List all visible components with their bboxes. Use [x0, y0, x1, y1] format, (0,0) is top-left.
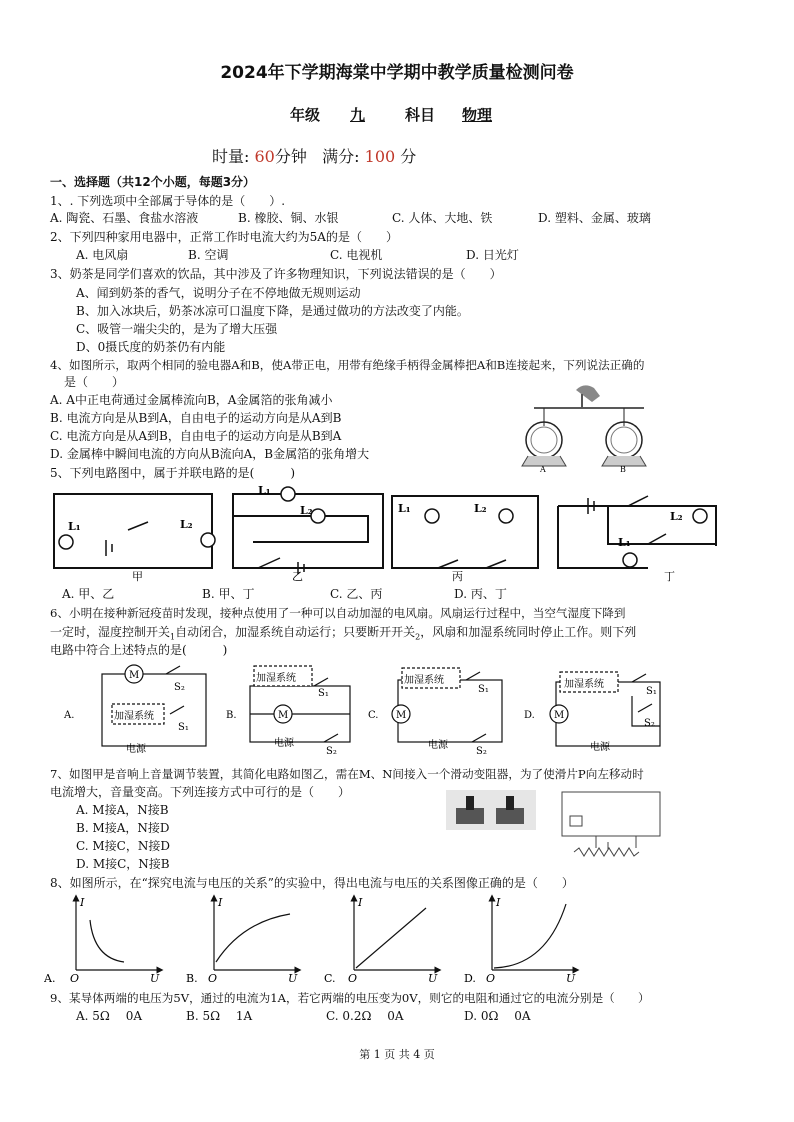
q6-c-power: 电源 [428, 740, 448, 751]
electroscope-figure [514, 380, 664, 472]
q7-option-a: A. M接A，N接B [76, 803, 169, 817]
q6-label-b: B. [226, 710, 237, 721]
q5-option-b: B. 甲、丁 [202, 587, 255, 601]
q3-option-b: B、加入冰块后，奶茶冰凉可口温度下降，是通过做功的方法改变了内能。 [76, 304, 469, 318]
volume-knob-photo [446, 790, 536, 830]
q8-d-origin: O [486, 972, 496, 985]
q6-label-d: D. [524, 710, 535, 721]
q8-c-origin: O [348, 972, 358, 985]
q5-yi-l1: L₁ [258, 484, 271, 497]
q4-option-d: D. 金属棒中瞬间电流的方向从B流向A，B金属箔的张角增大 [50, 447, 370, 461]
grade-label: 年级 [290, 106, 321, 124]
q8-c-ylabel: I [358, 896, 363, 909]
q6-b-humidifier: 加湿系统 [256, 673, 296, 684]
volume-circuit-figure [556, 786, 666, 864]
q5-ding-l2: L₂ [670, 510, 683, 523]
electroscope-a [522, 408, 566, 466]
q8-b-origin: O [208, 972, 218, 985]
q2-stem: 2、下列四种家用电器中，正常工作时电流大约为5A的是（ ） [50, 230, 398, 244]
q8-label-c: C. [324, 972, 336, 985]
q8-b-ylabel: I [218, 896, 223, 909]
q8-curve-b [216, 914, 290, 962]
q1-option-b: B. 橡胶、铜、水银 [238, 211, 339, 225]
q3-option-a: A、闻到奶茶的香气，说明分子在不停地做无规则运动 [76, 286, 361, 300]
q6-label-a: A. [64, 710, 75, 721]
q5-fig-ding: 丁 [664, 570, 675, 583]
q5-fig-jia: 甲 [132, 570, 143, 583]
exam-title: 2024年下学期海棠中学期中教学质量检测问卷 [220, 63, 574, 83]
q6-b-s2: S₂ [326, 746, 337, 756]
q4-option-b: B. 电流方向是从B到A，自由电子的运动方向是从A到B [50, 411, 342, 425]
time-score-line [212, 144, 416, 167]
q1-option-a: A. 陶瓷、石墨、食盐水溶液 [50, 211, 199, 225]
q8-a-xlabel: U [150, 972, 160, 985]
q6-a-s1: S₁ [178, 722, 189, 733]
q2-option-b: B. 空调 [188, 248, 229, 262]
q7-option-d: D. M接C，N接B [76, 857, 170, 871]
q6-d-s1: S₁ [646, 686, 657, 697]
q5-stem: 5、下列电路图中，属于并联电路的是( ) [50, 466, 295, 480]
time-unit: 分钟 [274, 147, 307, 166]
time-label: 时量: [212, 147, 250, 166]
q9-stem: 9、某导体两端的电压为5V，通过的电流为1A，若它两端的电压变为0V，则它的电阻和通过它的电流分别是（ ） [50, 991, 650, 1005]
q6-stem-line3: 电路中符合上述特点的是( ) [50, 643, 228, 657]
q6-b-power: 电源 [274, 738, 294, 749]
q5-ding-l1: L₁ [618, 536, 631, 549]
q6-b-s1: S₁ [318, 688, 329, 699]
q6-a-power: 电源 [126, 744, 146, 755]
q6-stem-part-c: 自动闭合，加湿系统自动运行；只要断开开关 [175, 625, 416, 639]
q6-c-s1: S₁ [478, 684, 489, 695]
q5-jia-l2: L₂ [180, 518, 193, 531]
q6-c-motor: M [396, 710, 407, 721]
q8-d-xlabel: U [566, 972, 576, 985]
q6-stem-part-e: ，风扇和加湿系统同时停止工作。则下列 [420, 625, 637, 639]
q5-bing-l2: L₂ [474, 502, 487, 515]
q6-circuits [62, 660, 742, 756]
page-footer: 第 1 页 共 4 页 [359, 1048, 435, 1061]
q5-circuits [48, 484, 748, 584]
q9-option-b: B. 5Ω 1A [186, 1009, 253, 1023]
q2-option-c: C. 电视机 [330, 248, 383, 262]
section-heading: 一、选择题（共12个小题，每题3分） [50, 175, 256, 189]
q5-fig-bing: 丙 [452, 570, 463, 583]
q8-label-a: A. [44, 972, 56, 985]
q3-option-c: C、吸管一端尖尖的，是为了增大压强 [76, 322, 278, 336]
q6-stem-part-a: 一定时，湿度控制开关 [50, 625, 171, 639]
q6-c-humidifier: 加湿系统 [404, 675, 444, 686]
q3-stem: 3、奶茶是同学们喜欢的饮品，其中涉及了许多物理知识，下列说法错误的是（ ） [50, 267, 502, 281]
q5-jia-l1: L₁ [68, 520, 81, 533]
q5-option-d: D. 丙、丁 [454, 587, 507, 601]
q6-d-s2: S₂ [644, 718, 655, 729]
q6-stem-line1: 6、小明在接种新冠疫苗时发现，接种点使用了一种可以自动加湿的电风扇。风扇运行过程中，当空气湿度下降到 [50, 606, 626, 620]
q8-curve-a [90, 920, 124, 962]
q9-option-c: C. 0.2Ω 0A [326, 1009, 404, 1023]
grade-value: 九 [350, 106, 366, 124]
score-label: 满分: [322, 147, 360, 166]
q8-label-b: B. [186, 972, 198, 985]
q4-option-c: C. 电流方向是从A到B，自由电子的运动方向是从B到A [50, 429, 342, 443]
q1-stem: 1、. 下列选项中全部属于导体的是（ ）. [50, 194, 286, 208]
q5-option-c: C. 乙、丙 [330, 587, 383, 601]
q1-option-d: D. 塑料、金属、玻璃 [538, 211, 651, 225]
q6-a-humidifier: 加湿系统 [114, 711, 154, 722]
q8-a-ylabel: I [80, 896, 85, 909]
q3-option-d: D、0摄氏度的奶茶仍有内能 [76, 340, 226, 354]
q6-d-power: 电源 [590, 742, 610, 753]
subject-value: 物理 [462, 106, 493, 124]
q6-d-humidifier: 加湿系统 [564, 679, 604, 690]
q9-option-d: D. 0Ω 0A [464, 1009, 531, 1023]
q6-label-c: C. [368, 710, 379, 721]
q8-graphs [44, 892, 584, 986]
q8-d-ylabel: I [496, 896, 501, 909]
subject-label: 科目 [405, 106, 436, 124]
q2-option-a: A. 电风扇 [76, 248, 129, 262]
electroscope-b-label: B [620, 465, 626, 472]
q4-stem: 4、如图所示，取两个相同的验电器A和B，使A带正电，用带有绝缘手柄得金属棒把A和B连接起来，下列说法正确的 [50, 358, 645, 372]
q5-yi-l2: L₂ [300, 504, 313, 517]
q8-a-origin: O [70, 972, 80, 985]
q6-a-s2: S₂ [174, 682, 185, 693]
q8-stem: 8、如图所示，在“探究电流与电压的关系”的实验中，得出电流与电压的关系图像正确的是（ ） [50, 876, 574, 890]
electroscope-a-label: A [540, 465, 546, 472]
score-unit: 分 [400, 147, 417, 166]
q1-option-c: C. 人体、大地、铁 [392, 211, 493, 225]
q4-stem-cont: 是（ ） [64, 375, 125, 389]
q7-option-c: C. M接C，N接D [76, 839, 170, 853]
q5-option-a: A. 甲、乙 [62, 587, 115, 601]
q6-stem-sub1: 1 [170, 632, 176, 642]
electroscope-b [602, 408, 646, 466]
q6-stem-sub2: 2 [415, 632, 421, 642]
q8-curve-d [494, 904, 566, 968]
q7-option-b: B. M接A，N接D [76, 821, 170, 835]
score-value: 100 [364, 147, 396, 166]
q8-curve-c [356, 908, 426, 968]
q7-stem-line1: 7、如图甲是音响上音量调节装置，其简化电路如图乙，需在M、N间接入一个滑动变阻器，为了使滑片P向左移动时 [50, 767, 644, 781]
q8-b-xlabel: U [288, 972, 298, 985]
q6-c-s2: S₂ [476, 746, 487, 756]
q7-stem-line2: 电流增大，音量变高。下列连接方式中可行的是（ ） [50, 785, 351, 799]
q8-label-d: D. [464, 972, 476, 985]
q5-bing-l1: L₁ [398, 502, 411, 515]
q8-c-xlabel: U [428, 972, 438, 985]
q6-b-motor: M [278, 710, 289, 721]
q2-option-d: D. 日光灯 [466, 248, 519, 262]
time-value: 60 [254, 147, 275, 166]
q4-option-a: A. A中正电荷通过金属棒流向B，A金属箔的张角减小 [50, 393, 333, 407]
q6-a-motor: M [129, 670, 140, 681]
q5-fig-yi: 乙 [292, 570, 303, 583]
q9-option-a: A. 5Ω 0A [76, 1009, 142, 1023]
q6-d-motor: M [554, 710, 565, 721]
hand-icon [576, 385, 600, 402]
